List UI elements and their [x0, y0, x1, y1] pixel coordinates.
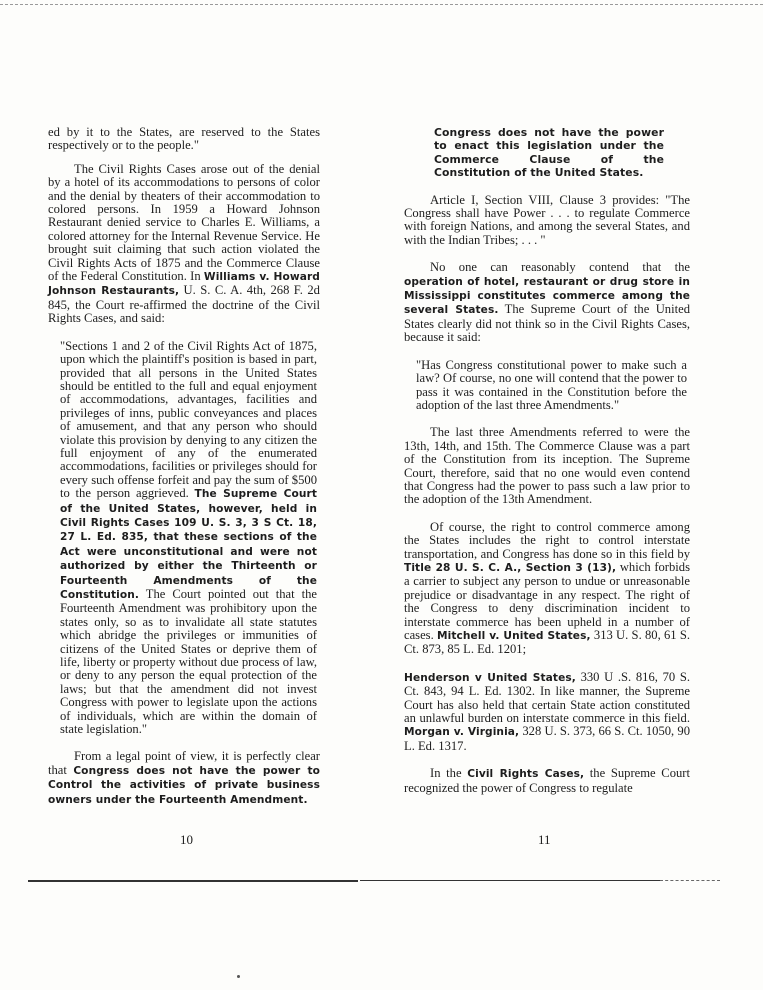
paragraph: No one can reasonably contend that the operation of hotel, restaurant or drug store in Mississippi constitutes commerce among the several States. The Supreme Court of the United States clearly did not think so in the Civil Rights Cases, because it said:	[404, 260, 690, 345]
page-number-right: 11	[538, 832, 551, 847]
paragraph: ed by it to the States, are reserved to the States respectively or to the people."	[48, 125, 320, 153]
paragraph: The last three Amendments referred to were the 13th, 14th, and 15th. The Commerce Clause was a part of the Constitution from its inception. The Supreme Court, therefore, said that no one would even contend that Congress had the power to pass such a law prior to the adoption of the 13th Amendment.	[404, 425, 690, 507]
block-quote: "Has Congress constitutional power to make such a law? Of course, no one will contend that the power to pass it was contained in the Constitution before the adoption of the last three Amendments."	[416, 357, 687, 412]
block-quote: "Sections 1 and 2 of the Civil Rights Act of 1875, upon which the plaintiff's position is based in part, provided that all persons in the United States should be entitled to the full and equal enjoyment of accommodations, advantages, facilities and privileges of inns, public conveyances and places of amusement, and that any person who should violate this provision by denying to any citizen the full enjoyment of any of the enumerated accommodations, facilities or privileges should for every such offense forfeit and pay the sum of $500 to the person aggrieved. The Supreme Court of the United States, however, held in Civil Rights Cases 109 U. S. 3, 3 S Ct. 18, 27 L. Ed. 835, that these sections of the Act were unconstitutional and were not authorized by either the Thirteenth or Fourteenth Amendments of the Constitution. The Court pointed out that the Fourteenth Amendment was prohibitory upon the states only, so as to invalidate all state statutes which abridge the privileges or immunities of citizens of the United States or deprive them of life, liberty or property without due process of law, or deny to any person the equal protection of the laws; but that the amendment did not invest Congress with power to legislate upon the actions of individuals, which are within the domain of state legislation."	[60, 338, 317, 737]
left-column	[48, 126, 320, 807]
section-heading: Congress does not have the power to enact this legislation under the Commerce Clause of the Constitution of the United States.	[434, 126, 664, 180]
paragraph: Henderson v United States, 330 U .S. 816, 70 S. Ct. 843, 94 L. Ed. 1302. In like manner, the Supreme Court has also held that certain State action constituted an unlawful burden on interstate commerce in this field. Morgan v. Virginia, 328 U. S. 373, 66 S. Ct. 1050, 90 L. Ed. 1317.	[404, 669, 690, 753]
right-column	[404, 126, 690, 795]
page-bottom-rule	[660, 880, 720, 881]
page-bottom-rule	[360, 880, 660, 881]
page-bottom-rule	[28, 880, 358, 882]
paragraph: From a legal point of view, it is perfectly clear that Congress does not have the power to Control the activities of private business owners under the Fourteenth Amendment.	[48, 749, 320, 806]
paragraph: In the Civil Rights Cases, the Supreme Court recognized the power of Congress to regulate	[404, 766, 690, 795]
paragraph: Of course, the right to control commerce among the States includes the right to control interstate transportation, and Congress has done so in this field by Title 28 U. S. C. A., Section 3 (13), which forbids a carrier to subject any person to undue or unreasonable prejudice or disadvantage in any respect. The right of the Congress to deny discrimination incident to interstate commerce has been upheld in a number of cases. Mitchell v. United States, 313 U. S. 80, 61 S. Ct. 873, 85 L. Ed. 1201;	[404, 519, 691, 657]
page-top-edge	[0, 4, 763, 5]
scan-speck	[237, 975, 240, 978]
paragraph: The Civil Rights Cases arose out of the denial by a hotel of its accommodations to persons of color and the denial by theaters of their accommodation to colored persons. In 1959 a Howard Johnson Restaurant denied service to Charles E. Williams, a colored attorney for the Internal Revenue Service. He brought suit claiming that such action violated the Civil Rights Acts of 1875 and the Commerce Clause of the Federal Constitution. In Williams v. Howard Johnson Restaurants, U. S. C. A. 4th, 268 F. 2d 845, the Court re-affirmed the doctrine of the Civil Rights Cases, and said:	[48, 161, 320, 326]
paragraph: Article I, Section VIII, Clause 3 provides: "The Congress shall have Power . . . to regulate Commerce with foreign Nations, and among the several States, and with the Indian Tribes; . . . "	[404, 192, 690, 247]
page-number-left: 10	[180, 832, 193, 847]
